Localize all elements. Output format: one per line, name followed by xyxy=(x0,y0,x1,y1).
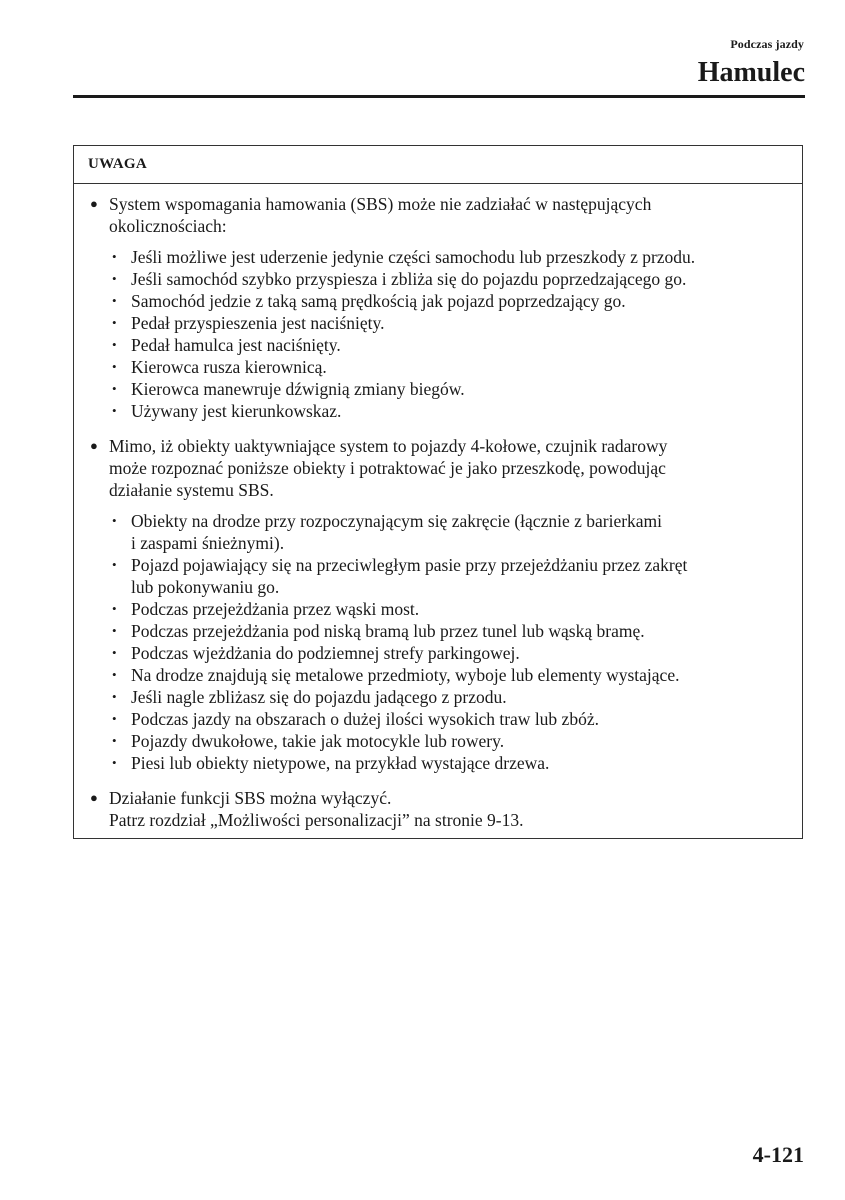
notice-item-line: może rozpoznać poniższe obiekty i potraktować je jako przeszkodę, powodując xyxy=(109,458,666,478)
sub-item-line: Jeśli samochód szybko przyspiesza i zbliża się do pojazdu poprzedzającego go. xyxy=(131,269,687,289)
sub-item-line: Jeśli nagle zbliżasz się do pojazdu jadącego z przodu. xyxy=(131,687,507,707)
sub-list-item xyxy=(109,356,784,378)
sub-list-item xyxy=(109,664,784,686)
notice-item-line: System wspomagania hamowania (SBS) może nie zadziałać w następujących xyxy=(109,194,652,214)
sub-bullet-icon: • xyxy=(112,733,117,748)
sub-bullet-icon: • xyxy=(112,557,117,572)
sub-bullet-icon: • xyxy=(112,249,117,264)
sub-bullet-icon: • xyxy=(112,403,117,418)
notice-heading: UWAGA xyxy=(74,146,802,184)
notice-item-line: okolicznościach: xyxy=(109,216,227,236)
sub-item-line: Pojazd pojawiający się na przeciwległym pasie przy przejeżdżaniu przez zakręt xyxy=(131,555,688,575)
sub-list-item xyxy=(109,334,784,356)
notice-item xyxy=(90,435,784,774)
notice-item xyxy=(90,787,784,831)
bullet-icon: ● xyxy=(90,790,98,805)
notice-body xyxy=(74,184,802,831)
sub-item-line: Podczas jazdy na obszarach o dużej ilości wysokich traw lub zbóż. xyxy=(131,709,599,729)
sub-item-line: Podczas przejeżdżania przez wąski most. xyxy=(131,599,420,619)
sub-item-line: Jeśli możliwe jest uderzenie jedynie części samochodu lub przeszkody z przodu. xyxy=(131,247,696,267)
sub-item-line: Podczas wjeżdżania do podziemnej strefy parkingowej. xyxy=(131,643,520,663)
title-rule xyxy=(73,95,805,98)
notice-item-line: działanie systemu SBS. xyxy=(109,480,274,500)
sub-list-item xyxy=(109,554,784,598)
sub-item-line: Obiekty na drodze przy rozpoczynającym się zakręcie (łącznie z barierkami xyxy=(131,511,663,531)
sub-item-line: Piesi lub obiekty nietypowe, na przykład wystające drzewa. xyxy=(131,753,550,773)
section-label: Podczas jazdy xyxy=(730,37,804,51)
sub-bullet-icon: • xyxy=(112,359,117,374)
sub-item-line: Używany jest kierunkowskaz. xyxy=(131,401,342,421)
sub-list-item xyxy=(109,686,784,708)
sub-list-item xyxy=(109,378,784,400)
sub-bullet-icon: • xyxy=(112,513,117,528)
sub-bullet-icon: • xyxy=(112,667,117,682)
sub-list-item xyxy=(109,730,784,752)
sub-list-item xyxy=(109,290,784,312)
sub-bullet-icon: • xyxy=(112,645,117,660)
sub-list-item xyxy=(109,598,784,620)
sub-list-item xyxy=(109,708,784,730)
sub-item-line: Kierowca manewruje dźwignią zmiany biegów. xyxy=(131,379,465,399)
notice-item xyxy=(90,193,784,422)
sub-bullet-icon: • xyxy=(112,711,117,726)
notice-item-line: Mimo, iż obiekty uaktywniające system to pojazdy 4-kołowe, czujnik radarowy xyxy=(109,436,668,456)
sub-item-line: Podczas przejeżdżania pod niską bramą lub przez tunel lub wąską bramę. xyxy=(131,621,645,641)
page-number: 4-121 xyxy=(752,1142,804,1167)
sub-bullet-icon: • xyxy=(112,315,117,330)
sub-bullet-icon: • xyxy=(112,271,117,286)
sub-item-line: lub pokonywaniu go. xyxy=(131,577,280,597)
sub-list-item xyxy=(109,246,784,268)
sub-bullet-icon: • xyxy=(112,381,117,396)
notice-box xyxy=(73,145,803,839)
notice-item-line: Patrz rozdział „Możliwości personalizacji” na stronie 9-13. xyxy=(109,810,524,830)
sub-bullet-icon: • xyxy=(112,755,117,770)
sub-item-line: Kierowca rusza kierownicą. xyxy=(131,357,327,377)
bullet-icon: ● xyxy=(90,196,98,211)
sub-list-item xyxy=(109,752,784,774)
notice-item-line: Działanie funkcji SBS można wyłączyć. xyxy=(109,788,392,808)
sub-list xyxy=(109,246,784,422)
sub-bullet-icon: • xyxy=(112,689,117,704)
sub-item-line: Pedał przyspieszenia jest naciśnięty. xyxy=(131,313,385,333)
sub-bullet-icon: • xyxy=(112,623,117,638)
sub-list xyxy=(109,510,784,774)
sub-list-item xyxy=(109,400,784,422)
sub-item-line: Na drodze znajdują się metalowe przedmioty, wyboje lub elementy wystające. xyxy=(131,665,680,685)
sub-bullet-icon: • xyxy=(112,601,117,616)
sub-item-line: Pedał hamulca jest naciśnięty. xyxy=(131,335,341,355)
sub-item-line: Pojazdy dwukołowe, takie jak motocykle lub rowery. xyxy=(131,731,505,751)
sub-item-line: i zaspami śnieżnymi). xyxy=(131,533,285,553)
sub-list-item xyxy=(109,510,784,554)
sub-list-item xyxy=(109,268,784,290)
sub-list-item xyxy=(109,642,784,664)
page-title: Hamulec xyxy=(697,57,805,88)
bullet-icon: ● xyxy=(90,438,98,453)
sub-list-item xyxy=(109,620,784,642)
sub-bullet-icon: • xyxy=(112,293,117,308)
sub-list-item xyxy=(109,312,784,334)
sub-item-line: Samochód jedzie z taką samą prędkością jak pojazd poprzedzający go. xyxy=(131,291,626,311)
sub-bullet-icon: • xyxy=(112,337,117,352)
